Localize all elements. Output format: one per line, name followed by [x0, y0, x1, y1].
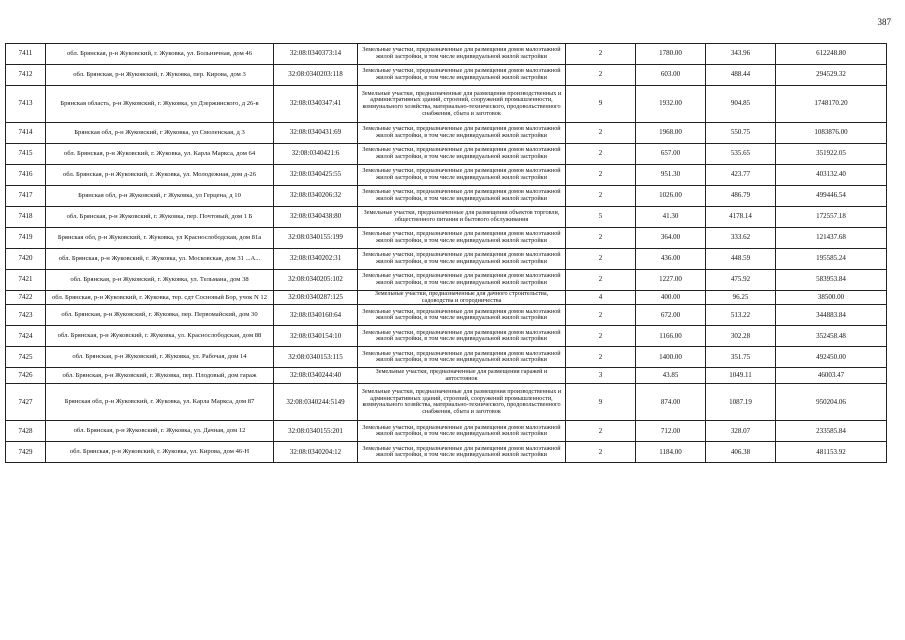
group-cell: 2: [566, 305, 636, 326]
address-cell: обл. Брянская, р-н Жуковский, г. Жуковка, тер. сдт Сосновый Бор, учок N 12: [46, 291, 274, 305]
table-row: [6, 384, 887, 421]
group-cell: 2: [566, 421, 636, 442]
specific-value-cell: 513.22: [706, 305, 776, 326]
group-cell: 2: [566, 249, 636, 270]
area-cell: 1166.00: [636, 326, 706, 347]
area-cell: 43.85: [636, 368, 706, 384]
table-row: [6, 86, 887, 123]
row-number-cell: 7413: [6, 86, 46, 123]
address-cell: обл. Брянская, р-н Жуковский, г. Жуковка, ул. Дачная, дом 12: [46, 421, 274, 442]
area-cell: 657.00: [636, 144, 706, 165]
cadastral-value-cell: 294529.32: [776, 65, 887, 86]
area-cell: 1026.00: [636, 186, 706, 207]
table-row: [6, 421, 887, 442]
row-number-cell: 7415: [6, 144, 46, 165]
cadastral-number-cell: 32:08:0340155:199: [274, 228, 358, 249]
specific-value-cell: 488.44: [706, 65, 776, 86]
specific-value-cell: 550.75: [706, 123, 776, 144]
group-cell: 2: [566, 270, 636, 291]
row-number-cell: 7420: [6, 249, 46, 270]
table-row: [6, 368, 887, 384]
group-cell: 2: [566, 65, 636, 86]
specific-value-cell: 351.75: [706, 347, 776, 368]
cadastral-value-cell: 583953.84: [776, 270, 887, 291]
cadastral-value-cell: 1083876.00: [776, 123, 887, 144]
area-cell: 874.00: [636, 384, 706, 421]
row-number-cell: 7412: [6, 65, 46, 86]
cadastral-value-cell: 352458.48: [776, 326, 887, 347]
area-cell: 400.00: [636, 291, 706, 305]
area-cell: 1184.00: [636, 442, 706, 463]
land-use-cell: Земельные участки, предназначенные для дачного строительства, садоводства и огородничества: [358, 291, 566, 305]
address-cell: обл. Брянская, р-н Жуковский, г. Жуковка, ул. Краснослободская, дом 88: [46, 326, 274, 347]
address-cell: Брянская обл, р-н Жуковский, г Жуковка, ул Смоленская, д 3: [46, 123, 274, 144]
row-number-cell: 7417: [6, 186, 46, 207]
specific-value-cell: 96.25: [706, 291, 776, 305]
land-use-cell: Земельные участки, предназначенные для размещения домов малоэтажной жилой застройки, в том числе индивидуальной жилой застройки: [358, 144, 566, 165]
address-cell: обл. Брянская, р-н Жуковский, г. Жуковка, пер. Первомайский, дом 30: [46, 305, 274, 326]
table-row: [6, 186, 887, 207]
row-number-cell: 7423: [6, 305, 46, 326]
land-use-cell: Земельные участки, предназначенные для размещения домов малоэтажной жилой застройки, в том числе индивидуальной жилой застройки: [358, 270, 566, 291]
specific-value-cell: 423.77: [706, 165, 776, 186]
land-use-cell: Земельные участки, предназначенные для размещения домов малоэтажной жилой застройки, в том числе индивидуальной жилой застройки: [358, 347, 566, 368]
table-row: [6, 65, 887, 86]
area-cell: 1780.00: [636, 44, 706, 65]
cadastral-value-cell: 492450.00: [776, 347, 887, 368]
specific-value-cell: 448.59: [706, 249, 776, 270]
land-use-cell: Земельные участки, предназначенные для размещения объектов торговли, общественного питания и бытового обслуживания: [358, 207, 566, 228]
address-cell: обл. Брянская, р-н Жуковский, г. Жуковка, ул. Тельмана, дом 38: [46, 270, 274, 291]
cadastral-value-table: [5, 43, 887, 463]
group-cell: 2: [566, 347, 636, 368]
cadastral-number-cell: 32:08:0340155:201: [274, 421, 358, 442]
cadastral-number-cell: 32:08:0340347:41: [274, 86, 358, 123]
table-row: [6, 207, 887, 228]
cadastral-number-cell: 32:08:0340438:80: [274, 207, 358, 228]
cadastral-value-cell: 612248.80: [776, 44, 887, 65]
table-row: [6, 270, 887, 291]
land-use-cell: Земельные участки, предназначенные для размещения домов малоэтажной жилой застройки, в том числе индивидуальной жилой застройки: [358, 44, 566, 65]
address-cell: обл. Брянская, р-н Жуковский, г. Жуковка, пер. Почтовый, дом 1 Б: [46, 207, 274, 228]
address-cell: обл. Брянская, р-н Жуковский, г. Жуковка, пер. Кирова, дом 3: [46, 65, 274, 86]
land-use-cell: Земельные участки, предназначенные для размещения производственных и административных зданий, строений, сооружений промышленности, коммунального хозяйства, материально-технического, продовольственного снабжения, сбыта и заготовок: [358, 384, 566, 421]
area-cell: 41.30: [636, 207, 706, 228]
cadastral-value-cell: 233585.84: [776, 421, 887, 442]
address-cell: Брянская обл, р-н Жуковский, г Жуковка, ул Герцена, д 10: [46, 186, 274, 207]
address-cell: обл. Брянская, р-н Жуковский, г. Жуковка, ул. Рабочая, дом 14: [46, 347, 274, 368]
address-cell: Брянская обл, р-н Жуковский, г. Жуковка, ул Краснослободская, дом 81а: [46, 228, 274, 249]
address-cell: Брянская обл, р-н Жуковский, г. Жуковка, ул. Карла Маркса, дом 87: [46, 384, 274, 421]
land-use-cell: Земельные участки, предназначенные для размещения домов малоэтажной жилой застройки, в том числе индивидуальной жилой застройки: [358, 249, 566, 270]
address-cell: обл. Брянская, р-н Жуковский, г. Жуковка, ул. Молодежная, дом д-26: [46, 165, 274, 186]
land-use-cell: Земельные участки, предназначенные для размещения домов малоэтажной жилой застройки, в том числе индивидуальной жилой застройки: [358, 65, 566, 86]
table-row: [6, 228, 887, 249]
land-use-cell: Земельные участки, предназначенные для размещения домов малоэтажной жилой застройки, в том числе индивидуальной жилой застройки: [358, 228, 566, 249]
specific-value-cell: 302.28: [706, 326, 776, 347]
group-cell: 5: [566, 207, 636, 228]
cadastral-number-cell: 32:08:0340431:69: [274, 123, 358, 144]
row-number-cell: 7427: [6, 384, 46, 421]
cadastral-value-cell: 1748170.20: [776, 86, 887, 123]
land-use-cell: Земельные участки, предназначенные для размещения домов малоэтажной жилой застройки, в том числе индивидуальной жилой застройки: [358, 442, 566, 463]
row-number-cell: 7422: [6, 291, 46, 305]
cadastral-number-cell: 32:08:0340160:64: [274, 305, 358, 326]
row-number-cell: 7419: [6, 228, 46, 249]
cadastral-number-cell: 32:08:0340206:32: [274, 186, 358, 207]
area-cell: 603.00: [636, 65, 706, 86]
table-row: [6, 249, 887, 270]
row-number-cell: 7421: [6, 270, 46, 291]
cadastral-value-cell: 172557.18: [776, 207, 887, 228]
land-use-cell: Земельные участки, предназначенные для размещения домов малоэтажной жилой застройки, в том числе индивидуальной жилой застройки: [358, 326, 566, 347]
land-use-cell: Земельные участки, предназначенные для размещения домов малоэтажной жилой застройки, в том числе индивидуальной жилой застройки: [358, 186, 566, 207]
address-cell: Брянская область, р-н Жуковский, г. Жуковка, ул Дзержинского, д 26-в: [46, 86, 274, 123]
group-cell: 9: [566, 86, 636, 123]
cadastral-number-cell: 32:08:0340244:40: [274, 368, 358, 384]
specific-value-cell: 1087.19: [706, 384, 776, 421]
land-use-cell: Земельные участки, предназначенные для размещения гаражей и автостоянок: [358, 368, 566, 384]
cadastral-value-cell: 38500.00: [776, 291, 887, 305]
group-cell: 2: [566, 442, 636, 463]
table-row: [6, 291, 887, 305]
page-number: 387: [877, 17, 891, 27]
area-cell: 1932.00: [636, 86, 706, 123]
table-row: [6, 305, 887, 326]
specific-value-cell: 333.62: [706, 228, 776, 249]
specific-value-cell: 535.65: [706, 144, 776, 165]
group-cell: 2: [566, 165, 636, 186]
specific-value-cell: 475.92: [706, 270, 776, 291]
group-cell: 9: [566, 384, 636, 421]
cadastral-number-cell: 32:08:0340154:10: [274, 326, 358, 347]
address-cell: обл. Брянская, р-н Жуковский, г. Жуковка, ул. Кирова, дом 46-Н: [46, 442, 274, 463]
cadastral-value-cell: 403132.40: [776, 165, 887, 186]
cadastral-value-cell: 351922.05: [776, 144, 887, 165]
area-cell: 364.00: [636, 228, 706, 249]
group-cell: 2: [566, 326, 636, 347]
table-row: [6, 326, 887, 347]
specific-value-cell: 328.07: [706, 421, 776, 442]
group-cell: 2: [566, 228, 636, 249]
specific-value-cell: 1049.11: [706, 368, 776, 384]
specific-value-cell: 406.38: [706, 442, 776, 463]
land-use-cell: Земельные участки, предназначенные для размещения домов малоэтажной жилой застройки, в том числе индивидуальной жилой застройки: [358, 123, 566, 144]
table-row: [6, 165, 887, 186]
address-cell: обл. Брянская, р-н Жуковский, г. Жуковка, ул. Московская, дом 31 ...А...: [46, 249, 274, 270]
cadastral-value-cell: 950204.06: [776, 384, 887, 421]
area-cell: 1227.00: [636, 270, 706, 291]
cadastral-number-cell: 32:08:0340153:115: [274, 347, 358, 368]
area-cell: 1400.00: [636, 347, 706, 368]
row-number-cell: 7425: [6, 347, 46, 368]
area-cell: 436.00: [636, 249, 706, 270]
cadastral-value-cell: 195585.24: [776, 249, 887, 270]
specific-value-cell: 4178.14: [706, 207, 776, 228]
specific-value-cell: 904.85: [706, 86, 776, 123]
cadastral-number-cell: 32:08:0340244:5149: [274, 384, 358, 421]
cadastral-number-cell: 32:08:0340373:14: [274, 44, 358, 65]
row-number-cell: 7411: [6, 44, 46, 65]
area-cell: 1968.00: [636, 123, 706, 144]
address-cell: обл. Брянская, р-н Жуковский, г. Жуковка, ул. Больничная, дом 46: [46, 44, 274, 65]
cadastral-number-cell: 32:08:0340204:12: [274, 442, 358, 463]
group-cell: 2: [566, 186, 636, 207]
table-row: [6, 123, 887, 144]
area-cell: 672.00: [636, 305, 706, 326]
cadastral-number-cell: 32:08:0340202:31: [274, 249, 358, 270]
cadastral-number-cell: 32:08:0340287:125: [274, 291, 358, 305]
cadastral-value-cell: 46003.47: [776, 368, 887, 384]
row-number-cell: 7428: [6, 421, 46, 442]
group-cell: 3: [566, 368, 636, 384]
cadastral-value-cell: 481153.92: [776, 442, 887, 463]
group-cell: 4: [566, 291, 636, 305]
cadastral-value-cell: 499446.54: [776, 186, 887, 207]
cadastral-value-cell: 121437.68: [776, 228, 887, 249]
row-number-cell: 7416: [6, 165, 46, 186]
table-row: [6, 44, 887, 65]
cadastral-value-cell: 344883.84: [776, 305, 887, 326]
cadastral-number-cell: 32:08:0340203:118: [274, 65, 358, 86]
address-cell: обл. Брянская, р-н Жуковский, г. Жуковка, ул. Карла Маркса, дом 64: [46, 144, 274, 165]
group-cell: 2: [566, 44, 636, 65]
land-use-cell: Земельные участки, предназначенные для размещения домов малоэтажной жилой застройки, в том числе индивидуальной жилой застройки: [358, 165, 566, 186]
address-cell: обл. Брянская, р-н Жуковский, г. Жуковка, пер. Плодовый, дом гараж: [46, 368, 274, 384]
table-row: [6, 144, 887, 165]
group-cell: 2: [566, 144, 636, 165]
cadastral-number-cell: 32:08:0340421:6: [274, 144, 358, 165]
land-use-cell: Земельные участки, предназначенные для размещения домов малоэтажной жилой застройки, в том числе индивидуальной жилой застройки: [358, 421, 566, 442]
row-number-cell: 7418: [6, 207, 46, 228]
area-cell: 712.00: [636, 421, 706, 442]
table-row: [6, 442, 887, 463]
cadastral-number-cell: 32:08:0340425:55: [274, 165, 358, 186]
row-number-cell: 7424: [6, 326, 46, 347]
table-row: [6, 347, 887, 368]
specific-value-cell: 343.96: [706, 44, 776, 65]
row-number-cell: 7414: [6, 123, 46, 144]
land-use-cell: Земельные участки, предназначенные для размещения производственных и административных зданий, строений, сооружений промышленности, коммунального хозяйства, материально-технического, продовольственного снабжения, сбыта и заготовок: [358, 86, 566, 123]
group-cell: 2: [566, 123, 636, 144]
land-use-cell: Земельные участки, предназначенные для размещения домов малоэтажной жилой застройки, в том числе индивидуальной жилой застройки: [358, 305, 566, 326]
cadastral-number-cell: 32:08:0340205:102: [274, 270, 358, 291]
specific-value-cell: 486.79: [706, 186, 776, 207]
row-number-cell: 7426: [6, 368, 46, 384]
area-cell: 951.30: [636, 165, 706, 186]
row-number-cell: 7429: [6, 442, 46, 463]
